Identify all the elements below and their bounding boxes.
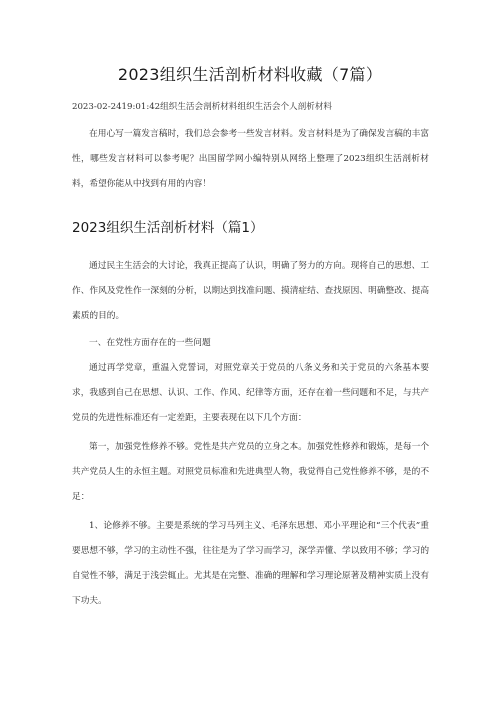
body-paragraph-1: 通过民主生活会的大讨论，我真正提高了认识，明确了努力的方向。现将自己的思想、工作、作风及党性作一深刻的分析，以期达到找准问题、摸清症结、查找原因、明确整改、提高素质的目的。 (72, 261, 429, 321)
body-paragraph-2: 通过再学党章，重温入党誓词，对照党章关于党员的八条义务和关于党员的六条基本要求，我感到自己在思想、认识、工作、作风、纪律等方面，还存在着一些问题和不足，与共产党员的先进性标准还有一定差距，主要表现在以下几个方面： (72, 363, 429, 423)
intro-paragraph: 在用心写一篇发言稿时，我们总会参考一些发言材料。发言材料是为了确保发言稿的丰富性，哪些发言材料可以参考呢？出国留学网小编特别从网络上整理了2023组织生活剖析材料，希望你能从中找到有用的内容！ (72, 129, 429, 189)
document-title: 2023组织生活剖析材料收藏（7篇） (117, 65, 383, 84)
subheading-1: 一、在党性方面存在的一些问题 (89, 338, 211, 348)
body-paragraph-3: 第一，加强党性修养不够。党性是共产党员的立身之本。加强党性修养和锻炼，是每一个共产党员人生的永恒主题。对照党员标准和先进典型人物，我觉得自己党性修养不够，是的不足： (72, 442, 429, 502)
document-meta-line: 2023-02-2419:01:42组织生活会剖析材料组织生活会个人剖析材料 (72, 102, 333, 112)
section-heading: 2023组织生活剖析材料（篇1） (72, 220, 264, 236)
body-paragraph-4: 1、论修养不够。主要是系统的学习马列主义、毛泽东思想、邓小平理论和“三个代表”重要思想不够，学习的主动性不强，往往是为了学习而学习，深学弄懂、学以致用不够；学习的自觉性不够，满足于浅尝辄止。尤其是在完整、准确的理解和学习理论原著及精神实质上没有下功夫。 (72, 521, 429, 606)
